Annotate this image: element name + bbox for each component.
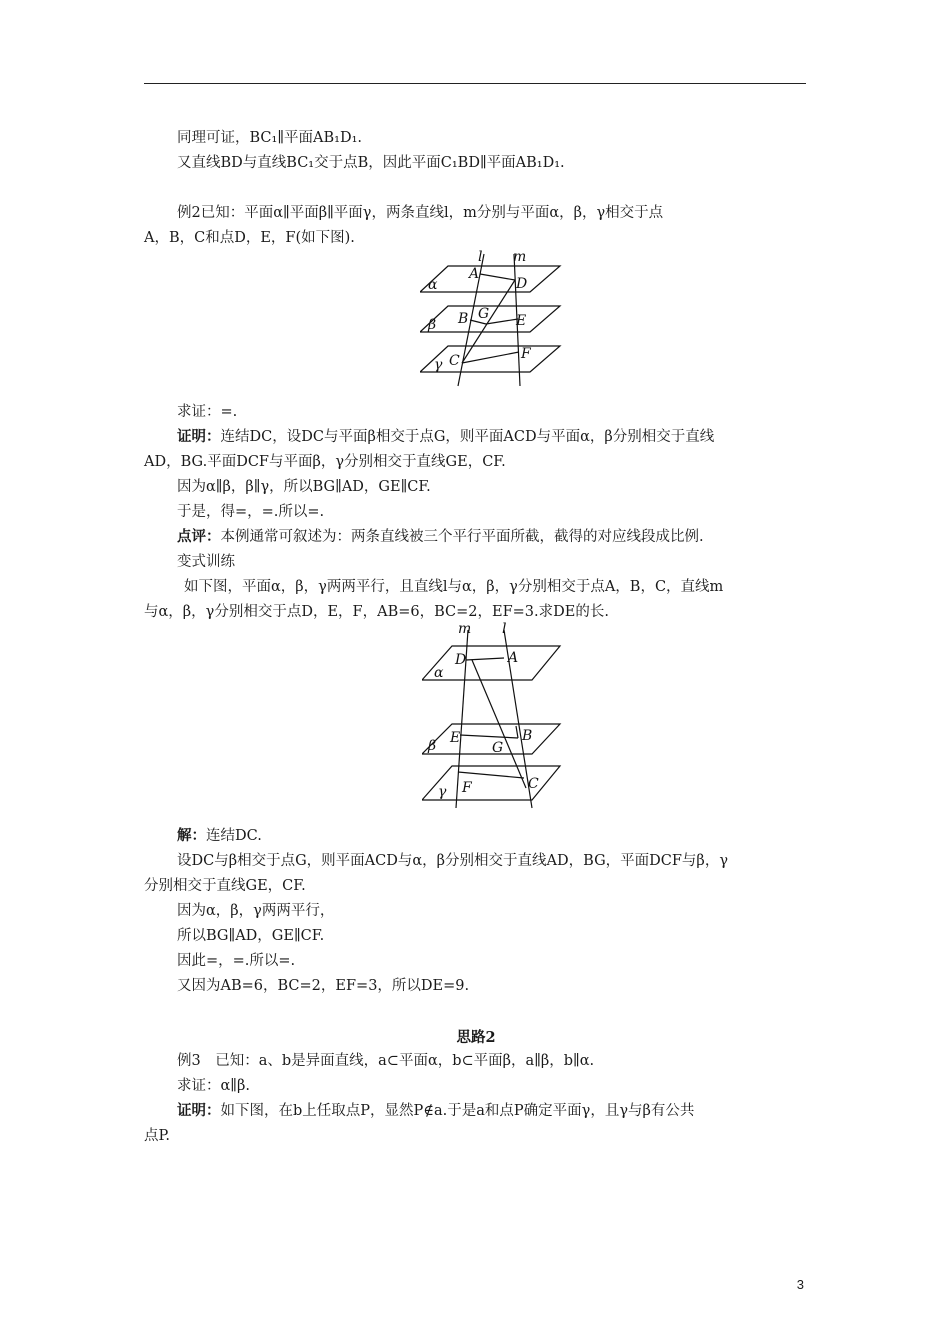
text-line: 分别相交于直线GE，CF. [144, 878, 306, 894]
label-D: D [455, 652, 467, 668]
label-C: C [449, 353, 460, 369]
text-line: 于是，得=，=.所以=. [177, 504, 325, 520]
text-line: 与α，β，γ分别相交于点D，E，F，AB=6，BC=2，EF=3.求DE的长. [144, 604, 609, 620]
comment-label: 点评： [177, 528, 221, 545]
text-line: 如下图，平面α，β，γ两两平行，且直线l与α，β，γ分别相交于点A，B，C，直线m [184, 579, 724, 595]
text-line: 同理可证，BC₁∥平面AB₁D₁. [177, 130, 363, 146]
proof-text: 如下图，在b上任取点P，显然P∉a.于是a和点P确定平面γ，且γ与β有公共 [220, 1103, 695, 1119]
label-beta: β [428, 317, 437, 333]
label-B: B [522, 728, 533, 744]
comment-text: 本例通常可叙述为：两条直线被三个平行平面所截，截得的对应线段成比例. [220, 529, 704, 545]
figure-three-planes-1 [420, 248, 570, 390]
text-line: 又直线BD与直线BC₁交于点B，因此平面C₁BD∥平面AB₁D₁. [177, 155, 565, 171]
label-alpha: α [428, 277, 438, 293]
page-number: 3 [796, 1277, 804, 1292]
label-alpha: α [434, 665, 444, 681]
plane-alpha [420, 266, 560, 292]
label-G: G [478, 306, 490, 322]
label-l: l [502, 621, 507, 637]
text-line: 因为α，β，γ两两平行， [177, 903, 335, 919]
solution-line [144, 826, 841, 846]
text-line: AD，BG.平面DCF与平面β，γ分别相交于直线GE，CF. [144, 454, 506, 470]
solution-label: 解： [177, 827, 206, 844]
label-m: m [458, 621, 472, 637]
section-heading: 思路2 [456, 1029, 496, 1046]
to-prove: 求证：α∥β. [177, 1078, 250, 1094]
label-beta: β [428, 738, 437, 754]
proof-label: 证明： [177, 1102, 221, 1119]
solution-text: 连结DC. [206, 828, 262, 844]
proof-text: 连结DC，设DC与平面β相交于点G，则平面ACD与平面α，β分别相交于直线 [220, 429, 715, 445]
example-3-statement: 例3 已知：a、b是异面直线，a⊂平面α，b⊂平面β，a∥β，b∥α. [177, 1053, 595, 1069]
proof-line [144, 1101, 841, 1121]
label-F: F [521, 346, 531, 362]
figure-three-planes-2 [422, 620, 562, 810]
label-D: D [516, 276, 528, 292]
proof-label: 证明： [177, 428, 221, 445]
label-E: E [450, 730, 461, 746]
label-l: l [478, 249, 483, 265]
label-gamma: γ [438, 784, 447, 800]
label-B: B [458, 311, 469, 327]
header-rule [144, 83, 806, 84]
text-line: 又因为AB=6，BC=2，EF=3，所以DE=9. [177, 978, 470, 994]
label-G: G [492, 740, 504, 756]
text-line: 点P. [144, 1128, 170, 1144]
text-line: 所以BG∥AD，GE∥CF. [177, 928, 325, 944]
label-gamma: γ [434, 357, 443, 373]
label-m: m [513, 249, 527, 265]
text-line: 因为α∥β，β∥γ，所以BG∥AD，GE∥CF. [177, 479, 431, 495]
label-A: A [469, 266, 480, 282]
example-2-statement: 例2已知：平面α∥平面β∥平面γ，两条直线l，m分别与平面α，β，γ相交于点 [177, 205, 664, 221]
text-line: 设DC与β相交于点G，则平面ACD与α，β分别相交于直线AD，BG，平面DCF与β，γ [177, 853, 728, 869]
text-line: 因此=，=.所以=. [177, 953, 296, 969]
plane-beta [422, 724, 560, 754]
label-E: E [516, 313, 527, 329]
comment-line [144, 527, 841, 547]
label-C: C [528, 776, 539, 792]
label-A: A [508, 650, 519, 666]
label-F: F [462, 780, 472, 796]
exercise-heading: 变式训练 [177, 554, 235, 570]
to-prove: 求证：=. [177, 404, 238, 420]
proof-line [144, 427, 841, 447]
text-line: A，B，C和点D，E，F(如下图). [144, 230, 355, 246]
